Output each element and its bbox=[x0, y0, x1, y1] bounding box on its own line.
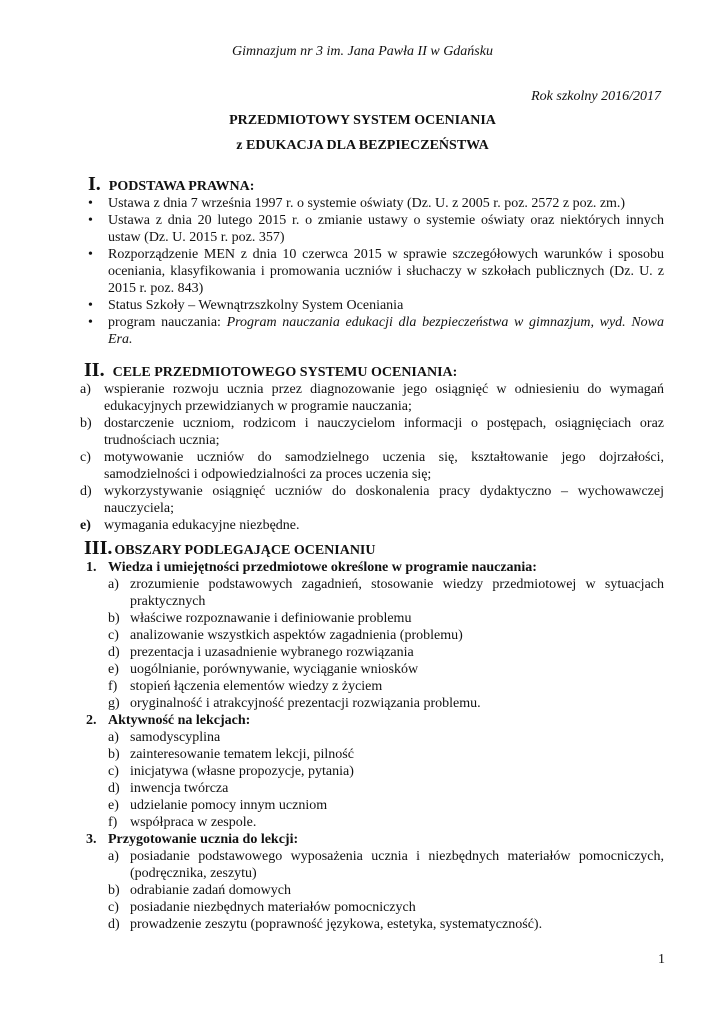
list-item bbox=[108, 695, 664, 712]
list-marker: c) bbox=[80, 450, 91, 465]
section-title: OBSZARY PODLEGAJĄCE OCENIANIU bbox=[114, 543, 376, 558]
section-title: PODSTAWA PRAWNA: bbox=[108, 179, 255, 194]
group-title: Aktywność na lekcjach: bbox=[108, 713, 251, 728]
section-heading-3 bbox=[84, 538, 664, 559]
list-item: • Status Szkoły – Wewnątrzszkolny System Oceniania bbox=[84, 297, 664, 314]
list-item bbox=[80, 415, 664, 449]
section-title: CELE PRZEDMIOTOWEGO SYSTEMU OCENIANIA: bbox=[112, 365, 458, 380]
list-item bbox=[108, 576, 664, 610]
list-item: • Ustawa z dnia 20 lutego 2015 r. o zmianie ustawy o systemie oświaty oraz niektórych innych ustaw (Dz. U. 2015 r. poz. 357) bbox=[84, 212, 664, 246]
list-item bbox=[80, 483, 664, 517]
list-item-text: oryginalność i atrakcyjność prezentacji rozwiązania problemu. bbox=[130, 696, 481, 711]
list-item bbox=[108, 763, 664, 780]
list-item bbox=[108, 797, 664, 814]
list-marker: c) bbox=[108, 628, 119, 643]
list-marker: e) bbox=[80, 518, 91, 533]
list-item-text: motywowanie uczniów do samodzielnego uczenia się, kształtowanie jego dojrzałości, samodzielności i odpowiedzialności za proces uczenia się; bbox=[104, 450, 664, 482]
list-marker: g) bbox=[108, 696, 120, 711]
list-item bbox=[108, 848, 664, 882]
list-item-text: właściwe rozpoznawanie i definiowanie problemu bbox=[130, 611, 412, 626]
list-item: • Rozporządzenie MEN z dnia 10 czerwca 2015 w sprawie szczegółowych warunków i sposobu oceniania, klasyfikowania i promowania uczniów i słuchaczy w szkołach publicznych (Dz. U. z 2015 r. poz. 843) bbox=[84, 246, 664, 297]
list-marker: c) bbox=[108, 764, 119, 779]
list-item-text: posiadanie niezbędnych materiałów pomocniczych bbox=[130, 900, 416, 915]
list-item-text: odrabianie zadań domowych bbox=[130, 883, 291, 898]
list-item bbox=[80, 517, 664, 534]
list-item-text: współpraca w zespole. bbox=[130, 815, 257, 830]
list-item bbox=[108, 729, 664, 746]
list-item-text: wymagania edukacyjne niezbędne. bbox=[104, 518, 300, 533]
section-number: I. bbox=[88, 173, 101, 195]
list-item bbox=[108, 780, 664, 797]
group-title: Przygotowanie ucznia do lekcji: bbox=[108, 832, 299, 847]
list-marker: b) bbox=[108, 747, 120, 762]
list-item-text: stopień łączenia elementów wiedzy z życiem bbox=[130, 679, 383, 694]
sub-list bbox=[108, 576, 664, 712]
list-marker: b) bbox=[108, 611, 120, 626]
list-marker: f) bbox=[108, 815, 118, 830]
list-item-text: prezentacja i uzasadnienie wybranego rozwiązania bbox=[130, 645, 414, 660]
list-item bbox=[108, 746, 664, 763]
group-title: Wiedza i umiejętności przedmiotowe określone w programie nauczania: bbox=[108, 560, 537, 575]
document-subtitle: z EDUKACJA DLA BEZPIECZEŃSTWA bbox=[236, 138, 489, 153]
group-number: 1. bbox=[86, 560, 97, 575]
group-number: 2. bbox=[86, 713, 97, 728]
list-marker: b) bbox=[80, 416, 92, 431]
list-item bbox=[108, 882, 664, 899]
list-item-text: analizowanie wszystkich aspektów zagadnienia (problemu) bbox=[130, 628, 463, 643]
program-prefix: program nauczania: bbox=[108, 315, 227, 330]
document-body bbox=[80, 173, 664, 933]
list-item bbox=[108, 610, 664, 627]
list-item bbox=[108, 661, 664, 678]
school-name: Gimnazjum nr 3 im. Jana Pawła II w Gdańsku bbox=[232, 44, 493, 59]
list-item-text: wspieranie rozwoju ucznia przez diagnozowanie jego osiągnięć w odniesieniu do wymagań edukacyjnych przewidzianych w programie nauczania; bbox=[104, 382, 664, 414]
list-item-text: wykorzystywanie osiągnięć uczniów do doskonalenia pracy dydaktyczno – wychowawczej nauczyciela; bbox=[104, 484, 664, 516]
list-item bbox=[108, 814, 664, 831]
page-number: 1 bbox=[658, 952, 665, 967]
list-item bbox=[80, 381, 664, 415]
list-item-text: udzielanie pomocy innym uczniom bbox=[130, 798, 328, 813]
sub-list bbox=[108, 729, 664, 831]
list-item bbox=[80, 449, 664, 483]
area-group bbox=[86, 831, 664, 933]
list-marker: d) bbox=[108, 645, 120, 660]
list-item-text: inwencja twórcza bbox=[130, 781, 229, 796]
list-marker: d) bbox=[108, 781, 120, 796]
list-item-text: prowadzenie zeszytu (poprawność językowa, estetyka, systematyczność). bbox=[130, 917, 543, 932]
list-item-text: samodyscyplina bbox=[130, 730, 221, 745]
area-group bbox=[86, 712, 664, 831]
list-item bbox=[108, 899, 664, 916]
list-marker: a) bbox=[108, 730, 119, 745]
list-marker: e) bbox=[108, 662, 119, 677]
list-item bbox=[108, 678, 664, 695]
area-group bbox=[86, 559, 664, 712]
list-item bbox=[108, 627, 664, 644]
document-title: PRZEDMIOTOWY SYSTEM OCENIANIA bbox=[229, 113, 496, 128]
list-item: • Ustawa z dnia 7 września 1997 r. o systemie oświaty (Dz. U. z 2005 r. poz. 2572 z poz. zm.) bbox=[84, 195, 664, 212]
section-heading-2 bbox=[84, 360, 664, 381]
list-item-text: zrozumienie podstawowych zagadnień, stosowanie wiedzy przedmiotowej w sytuacjach praktycznych bbox=[130, 577, 664, 609]
list-item-text: posiadanie podstawowego wyposażenia ucznia i niezbędnych materiałów pomocniczych, (podręcznika, zeszytu) bbox=[130, 849, 664, 881]
list-marker: a) bbox=[80, 382, 91, 397]
list-marker: d) bbox=[108, 917, 120, 932]
sub-list bbox=[108, 848, 664, 933]
group-number: 3. bbox=[86, 832, 97, 847]
list-item-text: uogólnianie, porównywanie, wyciąganie wniosków bbox=[130, 662, 419, 677]
list-item bbox=[108, 916, 664, 933]
list-marker: e) bbox=[108, 798, 119, 813]
section-heading-1 bbox=[88, 174, 664, 195]
section-number: II. bbox=[84, 359, 105, 381]
list-item-text: zainteresowanie tematem lekcji, pilność bbox=[130, 747, 354, 762]
list-marker: f) bbox=[108, 679, 118, 694]
list-marker: a) bbox=[108, 577, 119, 592]
list-item-text: dostarczenie uczniom, rodzicom i nauczycielom informacji o postępach, osiągnięciach oraz trudnościach ucznia; bbox=[104, 416, 664, 448]
assessment-areas-list bbox=[86, 559, 664, 933]
school-year: Rok szkolny 2016/2017 bbox=[531, 89, 661, 104]
program-title: Program nauczania edukacji dla bezpieczeństwa w gimnazjum, wyd. Nowa Era. bbox=[108, 315, 664, 347]
list-item bbox=[84, 314, 664, 348]
list-item bbox=[108, 644, 664, 661]
list-marker: d) bbox=[80, 484, 92, 499]
list-item-text: inicjatywa (własne propozycje, pytania) bbox=[130, 764, 354, 779]
list-marker: a) bbox=[108, 849, 119, 864]
list-marker: b) bbox=[108, 883, 120, 898]
list-marker: c) bbox=[108, 900, 119, 915]
goals-list bbox=[80, 381, 664, 534]
section-number: III. bbox=[84, 537, 113, 559]
legal-basis-list bbox=[84, 195, 664, 348]
